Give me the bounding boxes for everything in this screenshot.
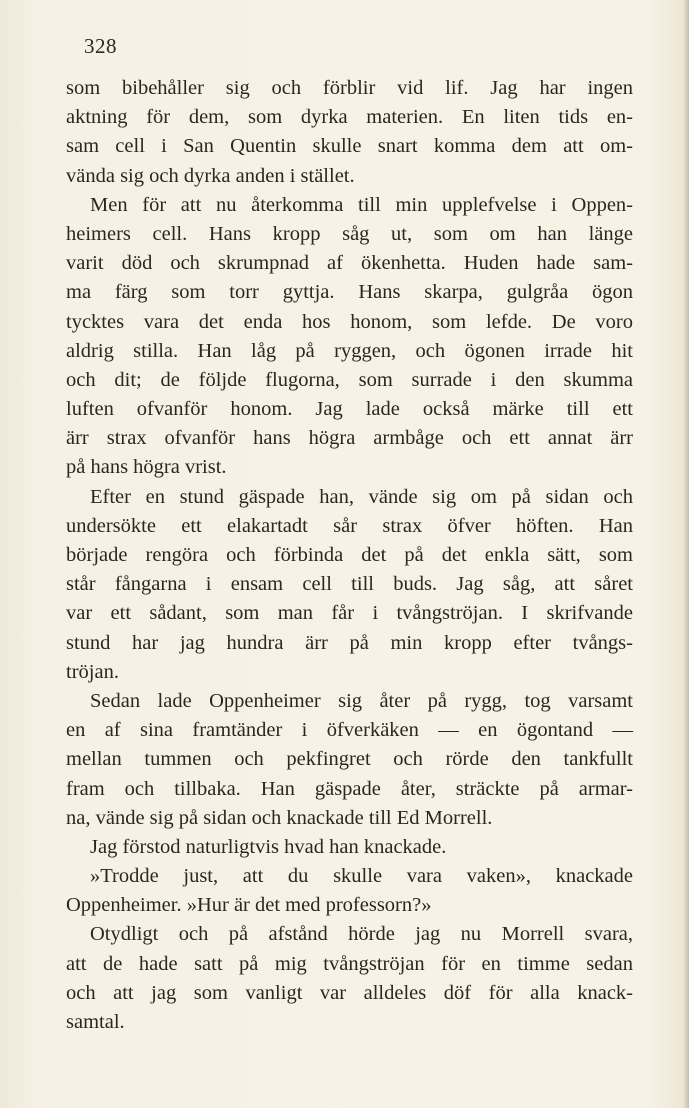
text-line: aldrig stilla. Han låg på ryggen, och ögonen irrade hit [66,339,633,362]
text-line: Sedan lade Oppenheimer sig åter på rygg, tog varsamt [90,689,633,712]
text-line: en af sina framtänder i öfverkäken — en ögontand — [66,719,633,742]
text-line: Efter en stund gäspade han, vände sig om på sidan och [90,485,633,508]
text-line: fram och tillbaka. Han gäspade åter, sträckte på armar- [66,777,633,800]
text-line: varit död och skrumpnad af ökenhetta. Huden hade sam- [66,252,633,275]
text-line: tycktes vara det enda hos honom, som lefde. De voro [66,310,633,333]
text-line: Jag förstod naturligtvis hvad han knackade. [90,835,447,858]
text-line: heimers cell. Hans kropp såg ut, som om han länge [66,222,633,245]
text-line: Otydligt och på afstånd hörde jag nu Morrell svara, [90,923,633,946]
page-number: 328 [84,34,117,58]
text-line: var ett sådant, som man får i tvångströjan. I skrifvande [66,602,633,625]
body-text [66,74,633,1037]
text-line: Men för att nu återkomma till min upplefvelse i Oppen- [90,193,633,216]
text-line: vända sig och dyrka anden i stället. [66,164,355,187]
text-line: mellan tummen och pekfingret och rörde den tankfullt [66,748,633,771]
text-line: på hans högra vrist. [66,456,227,479]
text-line: »Trodde just, att du skulle vara vaken», knackade [90,865,633,888]
text-line: luften ofvanför honom. Jag lade också märke till ett [66,398,633,421]
text-line: började rengöra och förbinda det på det enkla sätt, som [66,544,633,566]
text-line: och att jag som vanligt var alldeles döf för alla knack- [66,981,633,1004]
text-line: tröjan. [66,660,119,683]
text-line: att de hade satt på mig tvångströjan för en timme sedan [66,952,633,975]
text-line: ärr strax ofvanför hans högra armbåge och ett annat ärr [66,427,633,450]
text-line: na, vände sig på sidan och knackade till Ed Morrell. [66,806,493,829]
text-line: ma färg som torr gyttja. Hans skarpa, gulgråa ögon [66,281,633,304]
text-line: aktning för dem, som dyrka materien. En liten tids en- [66,106,633,129]
text-line: står fångarna i ensam cell till buds. Jag såg, att såret [66,573,633,596]
text-line: sam cell i San Quentin skulle snart komma dem att om- [66,135,633,158]
text-line: Oppenheimer. »Hur är det med professorn?» [66,894,432,917]
text-line: undersökte ett elakartadt sår strax öfver höften. Han [66,514,633,537]
page-edge-shadow [683,0,689,1108]
text-line: samtal. [66,1011,125,1033]
text-line: stund har jag hundra ärr på min kropp efter tvångs- [66,631,633,654]
text-line: och dit; de följde flugorna, som surrade i den skumma [66,368,633,391]
text-line: som bibehåller sig och förblir vid lif. Jag har ingen [66,77,633,99]
